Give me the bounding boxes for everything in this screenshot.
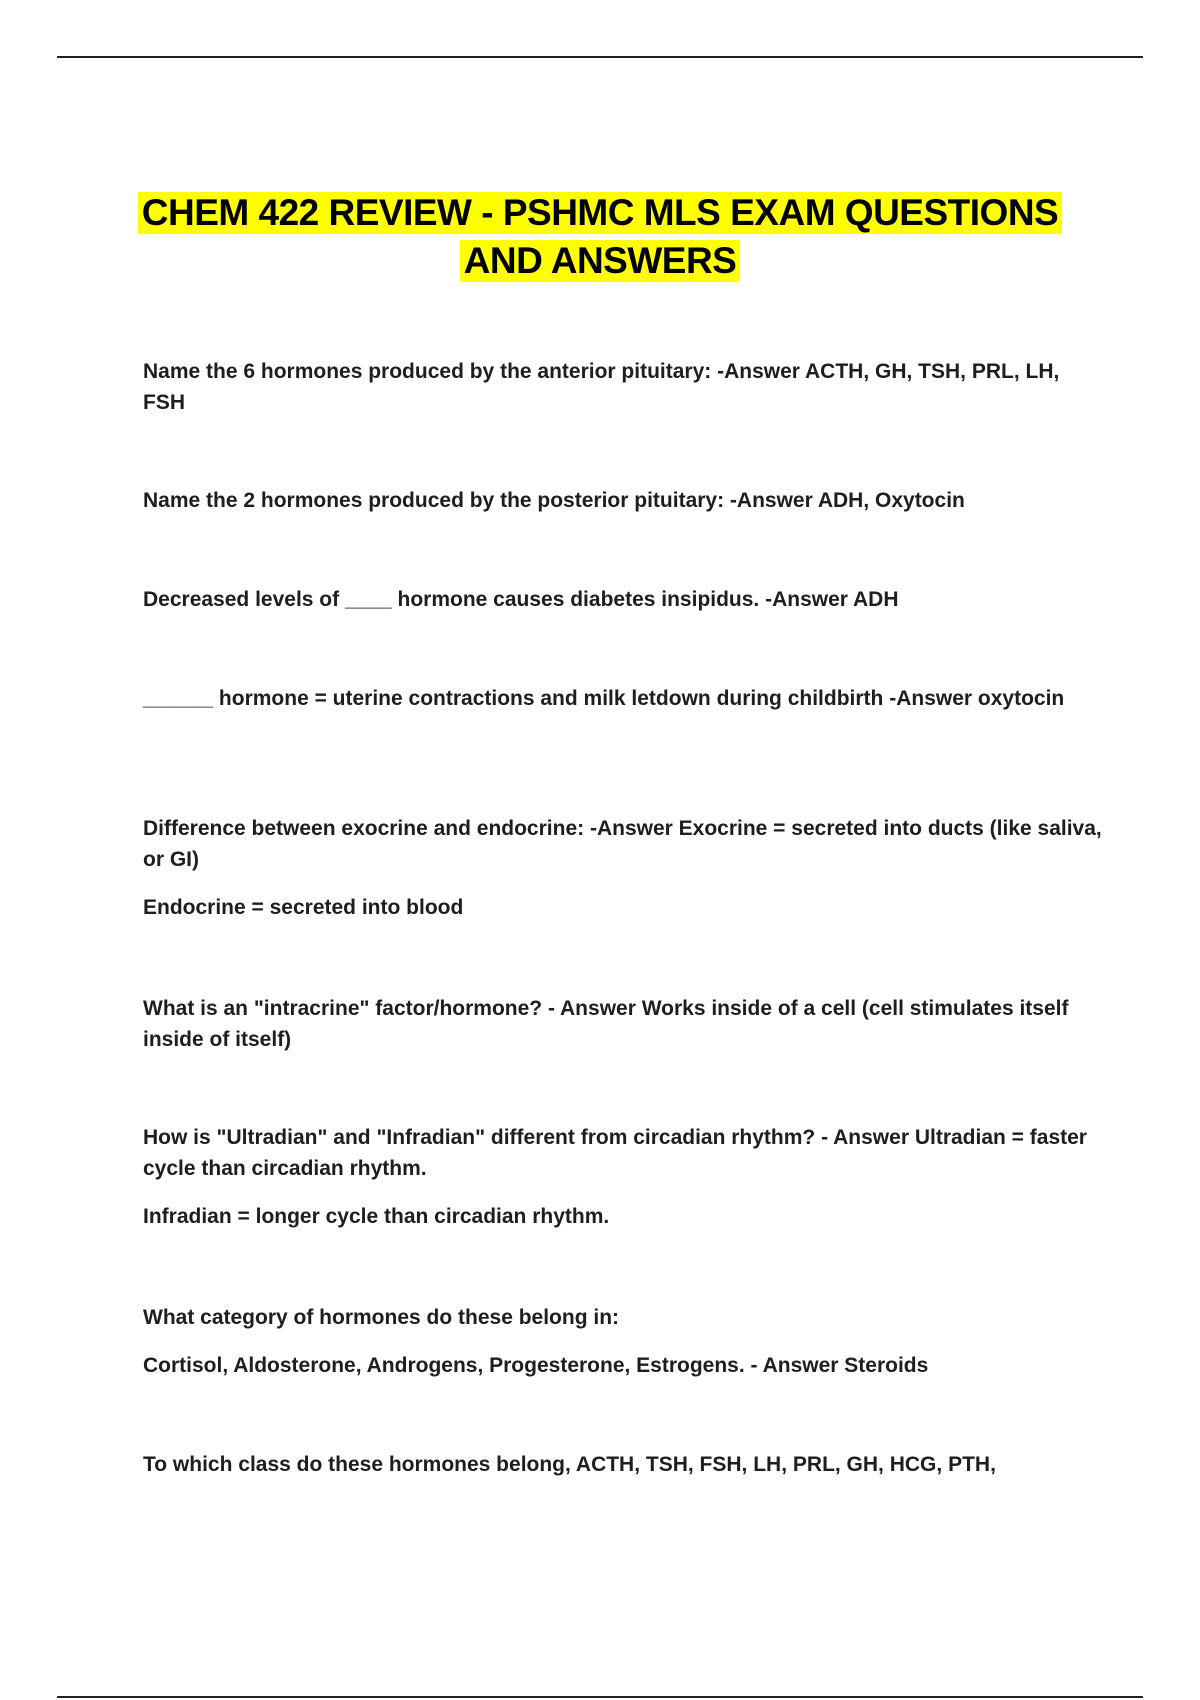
qa-entry-5 xyxy=(143,813,1103,923)
top-rule xyxy=(57,56,1143,58)
qa-text: Decreased levels of ____ hormone causes diabetes insipidus. -Answer ADH xyxy=(143,588,899,611)
qa-text: What category of hormones do these belong in: xyxy=(143,1306,620,1329)
qa-entry-3 xyxy=(143,584,1103,615)
qa-entry-8 xyxy=(143,1302,1103,1381)
qa-entry-9 xyxy=(143,1449,1103,1480)
qa-text: Difference between exocrine and endocrine: -Answer Exocrine = secreted into ducts (like saliva, or GI) xyxy=(143,817,1102,871)
qa-text: How is "Ultradian" and "Infradian" different from circadian rhythm? - Answer Ultradian = faster cycle than circadian rhythm. xyxy=(143,1126,1087,1180)
title-line-2: AND ANSWERS xyxy=(460,240,741,282)
qa-text: Name the 6 hormones produced by the anterior pituitary: -Answer ACTH, GH, TSH, PRL, LH, FSH xyxy=(143,360,1060,414)
title-line-1: CHEM 422 REVIEW - PSHMC MLS EXAM QUESTIONS xyxy=(138,192,1062,234)
qa-entry-7 xyxy=(143,1122,1103,1232)
qa-entry-4 xyxy=(143,683,1103,714)
document-title xyxy=(100,192,1100,288)
qa-text: Infradian = longer cycle than circadian rhythm. xyxy=(143,1205,610,1228)
qa-entry-6 xyxy=(143,993,1103,1055)
qa-text: Cortisol, Aldosterone, Androgens, Progesterone, Estrogens. - Answer Steroids xyxy=(143,1354,929,1377)
qa-text: ______ hormone = uterine contractions and milk letdown during childbirth -Answer oxytocin xyxy=(143,687,1065,710)
qa-entry-1 xyxy=(143,356,1103,418)
qa-text: To which class do these hormones belong, ACTH, TSH, FSH, LH, PRL, GH, HCG, PTH, xyxy=(143,1453,996,1476)
qa-text: Endocrine = secreted into blood xyxy=(143,896,464,919)
qa-entry-2 xyxy=(143,485,1103,516)
qa-text: What is an "intracrine" factor/hormone? - Answer Works inside of a cell (cell stimulates itself inside of itself) xyxy=(143,997,1069,1051)
bottom-rule xyxy=(57,1696,1143,1698)
qa-text: Name the 2 hormones produced by the posterior pituitary: -Answer ADH, Oxytocin xyxy=(143,489,965,512)
